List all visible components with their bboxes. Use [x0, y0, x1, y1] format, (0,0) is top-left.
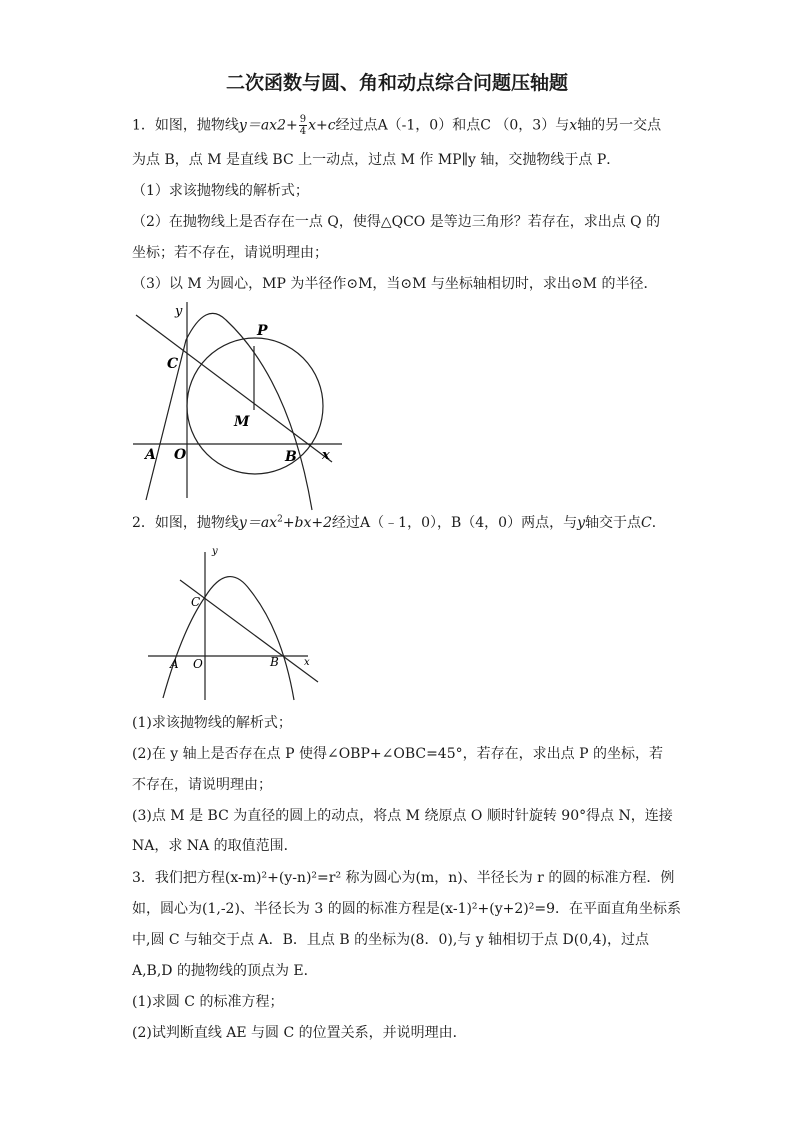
- label-b: B: [270, 655, 279, 669]
- label-o: O: [193, 657, 203, 671]
- label-o: O: [174, 447, 187, 463]
- problem1-question2-cont: 坐标；若不存在，请说明理由；: [132, 245, 328, 261]
- problem3-line3: 中,圆 C 与轴交于点 A．B．且点 B 的坐标为(8．0),与 y 轴相切于点 D(0,4)，过点: [132, 932, 649, 948]
- problem2-question1: (1)求该抛物线的解析式；: [132, 715, 292, 731]
- problem1-line1: 1．如图，抛物线y＝ax2+ $\frac{9}{4}$ x+c经过点A（-1，0）和点C （0，3）与x轴的另一交点: [132, 114, 662, 137]
- problem3-question2: (2)试判断直线 AE 与圆 C 的位置关系，并说明理由．: [132, 1025, 467, 1041]
- problem2-question2: (2)在 y 轴上是否存在点 P 使得∠OBP+∠OBC=45°，若存在，求出点 P 的坐标，若: [132, 746, 663, 762]
- label-y: y: [212, 546, 218, 557]
- label-y: y: [175, 304, 183, 319]
- problem3-line1: 3．我们把方程(x-m)²+(y-n)²=r² 称为圆心为(m，n)、半径长为 r 的圆的标准方程．例: [132, 870, 675, 886]
- page-title: 二次函数与圆、角和动点综合问题压轴题: [225, 72, 568, 94]
- label-c: C: [167, 356, 179, 372]
- label-m: M: [234, 414, 250, 430]
- problem1-question1: （1）求该抛物线的解析式；: [132, 183, 309, 199]
- problem3-line2: 如，圆心为(1,-2)、半径长为 3 的圆的标准方程是(x-1)²+(y+2)²=9．在平面直角坐标系: [132, 901, 681, 917]
- problem1-question3: （3）以 M 为圆心，MP 为半径作⊙M，当⊙M 与坐标轴相切时，求出⊙M 的半径．: [132, 276, 658, 292]
- label-p: P: [257, 323, 268, 339]
- label-c: C: [191, 595, 201, 609]
- parabola: [163, 577, 294, 700]
- equation: y＝ax2+: [238, 117, 298, 134]
- problem1-line2: 为点 B，点 M 是直线 BC 上一动点，过点 M 作 MP∥y 轴，交抛物线于点 P．: [132, 152, 621, 168]
- label-a: A: [145, 447, 156, 463]
- fraction: $\frac{9}{4}$: [299, 114, 307, 137]
- label-x: x: [304, 657, 310, 668]
- problem2-question3: (3)点 M 是 BC 为直径的圆上的动点，将点 M 绕原点 O 顺时针旋转 90°得点 N，连接: [132, 808, 673, 824]
- label-b: B: [285, 449, 297, 465]
- problem2-line1: 2．如图，抛物线$y=ax^2+bx+2$经过A（﹣1，0），B（4，0）两点，与y轴交于点C．: [132, 514, 666, 531]
- problem3-question1: (1)求圆 C 的标准方程；: [132, 994, 284, 1010]
- problem2-question2-cont: 不存在，请说明理由；: [132, 777, 272, 793]
- problem2-question3-cont: NA，求 NA 的取值范围．: [132, 838, 298, 854]
- problem3-line4: A,B,D 的抛物线的顶点为 E．: [132, 963, 318, 979]
- problem1-question2: （2）在抛物线上是否存在一点 Q，使得△QCO 是等边三角形？若存在，求出点 Q 的: [132, 214, 661, 230]
- label-x: x: [322, 448, 330, 463]
- label-a: A: [170, 657, 179, 671]
